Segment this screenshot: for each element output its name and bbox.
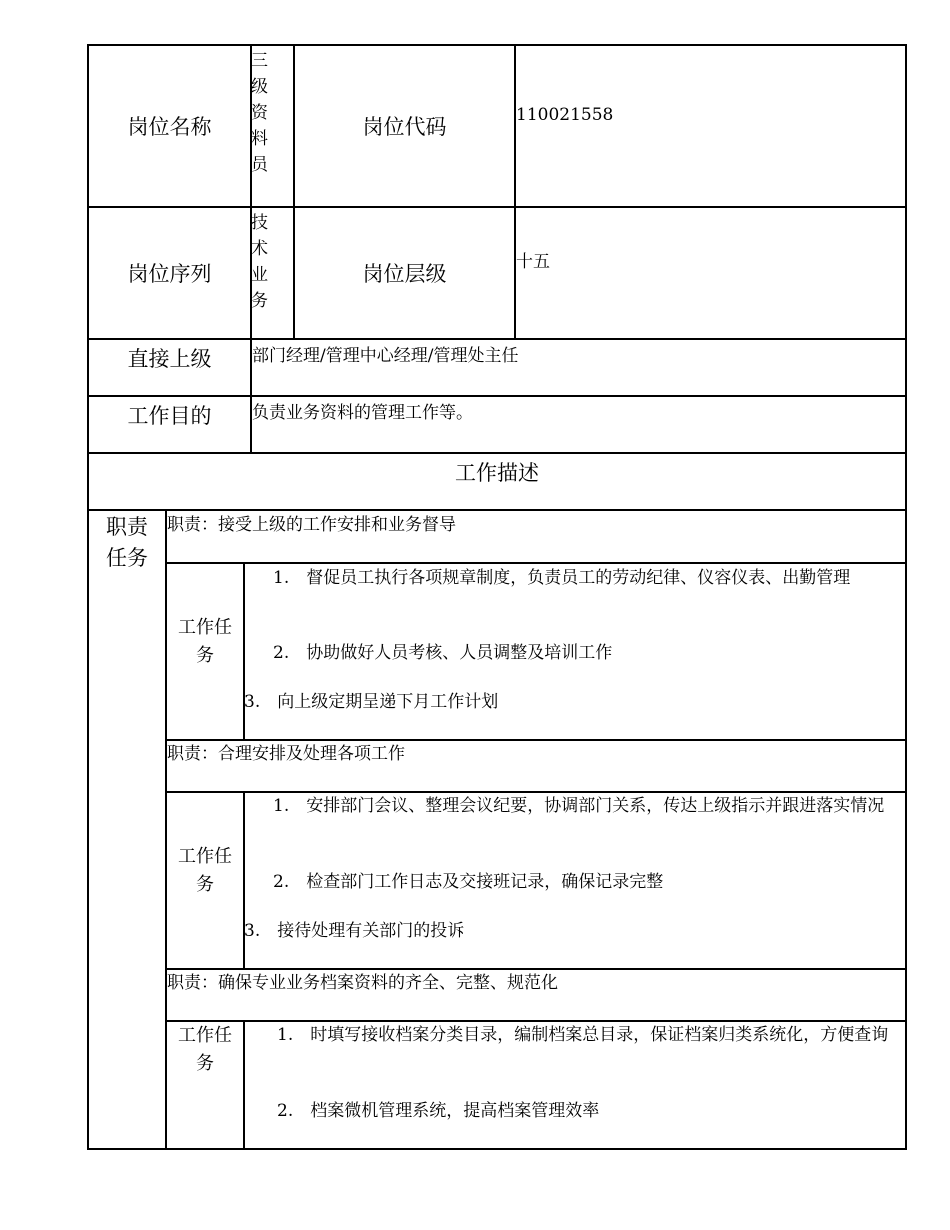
task-label: 工作任务 (178, 846, 232, 895)
duty-heading: 职责：接受上级的工作安排和业务督导 (167, 515, 456, 535)
task-item: 3. 向上级定期呈递下月工作计划 (244, 692, 499, 712)
post-level-value: 十五 (516, 252, 550, 272)
post-sequence-value: 技术业务 (251, 213, 268, 311)
post-code-value: 110021558 (516, 105, 614, 125)
post-level-label: 岗位层级 (362, 262, 447, 286)
task-item: 3. 接待处理有关部门的投诉 (244, 921, 465, 941)
section-title: 工作描述 (455, 461, 539, 485)
superior-label: 直接上级 (127, 347, 212, 371)
purpose-value: 负责业务资料的管理工作等。 (252, 403, 473, 423)
post-name-label: 岗位名称 (127, 115, 212, 139)
task-item: 2. 检查部门工作日志及交接班记录，确保记录完整 (273, 872, 664, 892)
post-code-label: 岗位代码 (362, 115, 447, 139)
task-label: 工作任务 (178, 1025, 232, 1074)
post-sequence-label: 岗位序列 (127, 262, 212, 286)
task-label: 工作任务 (178, 617, 232, 666)
duties-label: 职责任务 (106, 515, 148, 570)
task-item: 2. 协助做好人员考核、人员调整及培训工作 (273, 643, 613, 663)
task-item: 2. 档案微机管理系统，提高档案管理效率 (277, 1101, 600, 1121)
post-name-value: 三级资料员 (251, 51, 268, 175)
superior-value: 部门经理/管理中心经理/管理处主任 (252, 346, 519, 366)
task-item: 1. 安排部门会议、整理会议纪要，协调部门关系，传达上级指示并跟进落实情况 (273, 796, 885, 816)
purpose-label: 工作目的 (127, 404, 212, 428)
task-item: 1. 时填写接收档案分类目录，编制档案总目录，保证档案归类系统化，方便查询 (277, 1025, 889, 1045)
duty-heading: 职责：确保专业业务档案资料的齐全、完整、规范化 (167, 973, 558, 993)
task-item: 1. 督促员工执行各项规章制度，负责员工的劳动纪律、仪容仪表、出勤管理 (273, 568, 851, 588)
duty-heading: 职责：合理安排及处理各项工作 (167, 744, 405, 764)
